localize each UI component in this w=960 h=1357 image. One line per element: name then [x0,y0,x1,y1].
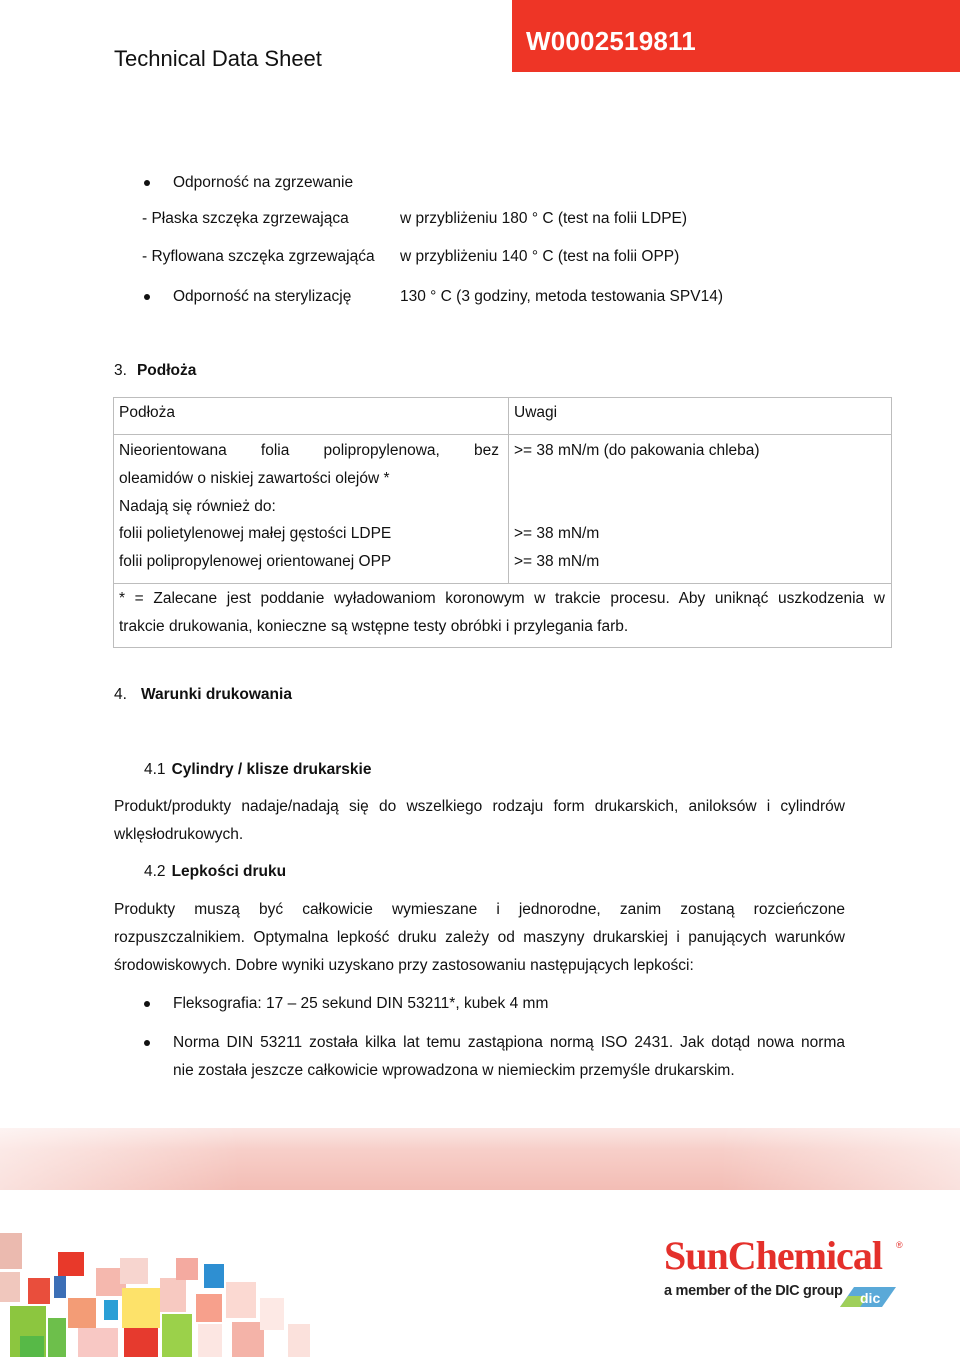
sunchemical-logo: SunChemical [664,1233,882,1278]
paragraph-line: rozpuszczalnikiem. Optymalna lepkość druku zależy od maszyny drukarskiej i panujących warunków [114,929,845,946]
paragraph-line: środowiskowych. Dobre wyniki uzyskano przy zastosowaniu następujących lepkości: [114,957,694,974]
flexo-viscosity: Fleksografia: 17 – 25 sekund DIN 53211*, kubek 4 mm [173,995,549,1012]
word: Nieorientowana [119,442,227,459]
subsection-number: 4.2 [144,863,166,880]
word: folia [260,442,290,459]
bullet-icon [144,180,150,186]
substrates-table [113,397,892,648]
bullet-icon [144,294,150,300]
section-number: 4. [114,686,127,703]
table-row [114,435,892,584]
subsection-number: 4.1 [144,761,166,778]
table-header-cell: Uwagi [509,398,892,435]
din-note-line: nie została jeszcze całkowicie wprowadzona w niemieckim przemyśle drukarskim. [173,1062,735,1079]
color-mosaic-graphic [0,1228,330,1357]
sterilization-value: 130 ° C (3 godziny, metoda testowania SPV14) [400,288,723,305]
subsection-4-1-heading [144,760,371,780]
flat-jaw-value: w przybliżeniu 180 ° C (test na folii LDPE) [400,210,688,227]
substrate-line: folii polietylenowej małej gęstości LDPE [119,525,392,542]
bullet-icon [144,1040,150,1046]
ribbed-jaw-value: w przybliżeniu 140 ° C (test na folii OPP) [400,248,680,265]
document-code: W0002519811 [526,26,696,56]
sterilization-label: Odporność na sterylizację [173,288,352,305]
din-note-line: Norma DIN 53211 została kilka lat temu zastąpiona normą ISO 2431. Jak dotąd nowa norma [173,1034,845,1051]
substrate-line: Nadają się również do: [119,498,276,515]
substrate-line: oleamidów o niskiej zawartości olejów * [119,470,390,487]
table-header-cell: Podłoża [114,398,509,435]
heat-seal-heading: Odporność na zgrzewanie [173,174,354,191]
note-line: >= 38 mN/m [514,553,600,570]
note-line: >= 38 mN/m [514,525,600,542]
substrate-line: folii polipropylenowej orientowanej OPP [119,553,392,570]
footnote-line: * = Zalecane jest poddanie wyładowaniom koronowym w trakcie procesu. Aby uniknąć uszkodzenia w [119,590,885,607]
notes-cell [509,435,892,584]
table-footnote-row [114,584,892,648]
dic-badge-text: dic [860,1290,881,1306]
registered-mark-icon: ® [896,1240,903,1250]
section-title: Warunki drukowania [140,686,292,703]
section-number: 3. [114,362,127,379]
flat-jaw-label: - Płaska szczęka zgrzewająca [142,210,349,227]
section-4-heading [114,685,292,705]
paragraph-line: Produkt/produkty nadaje/nadają się do wszelkiego rodzaju form drukarskich, aniloksów i cylindrów [114,798,845,815]
logo-tagline: a member of the DIC group [664,1283,843,1299]
section-title: Podłoża [136,362,197,379]
footer-band-fade [0,1128,960,1190]
dic-logo-icon [838,1285,898,1309]
section-3-heading [114,361,196,381]
note-line: >= 38 mN/m (do pakowania chleba) [514,442,760,459]
paragraph-line: wklęsłodrukowych. [114,826,244,843]
bullet-icon [144,1001,150,1007]
footnote-line: trakcie drukowania, konieczne są wstępne testy obróbki i przylegania farb. [119,618,629,635]
substrates-cell [114,435,509,584]
subsection-title: Cylindry / klisze drukarskie [171,761,372,778]
table-header-row [114,398,892,435]
subsection-title: Lepkości druku [171,863,287,880]
document-code-banner [512,0,960,72]
word: polipropylenowa, [323,442,440,459]
dic-badge [838,1285,898,1309]
word: bez [474,442,499,459]
substrate-line [119,441,499,461]
ribbed-jaw-label: - Ryflowana szczęka zgrzewająća [142,248,375,265]
subsection-4-2-heading [144,862,286,882]
paragraph-line: Produkty muszą być całkowicie wymieszane i jednorodne, zanim zostaną rozcieńczone [114,901,845,918]
footnote-cell [114,584,892,648]
document-title: Technical Data Sheet [114,46,322,71]
